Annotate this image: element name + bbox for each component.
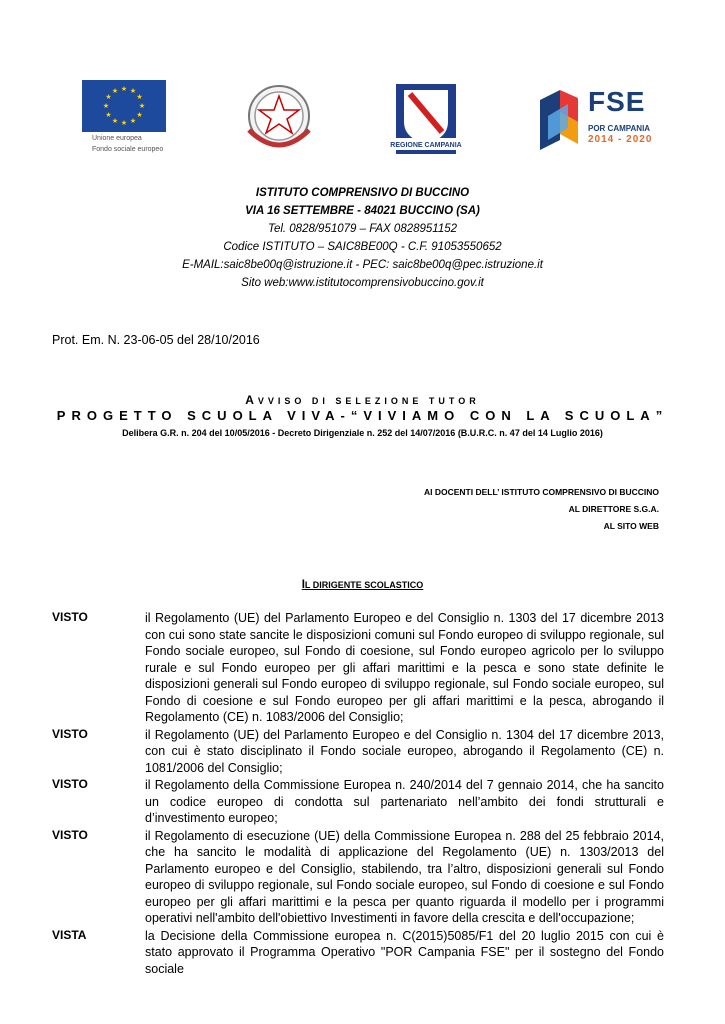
fse-subtitle: POR CAMPANIA — [588, 124, 651, 133]
item-label: VISTA — [52, 927, 87, 942]
eu-flag-icon — [82, 80, 166, 132]
school-address: VIA 16 SETTEMBRE - 84021 BUCCINO (SA) — [245, 205, 480, 217]
svg-text:★: ★ — [120, 119, 128, 127]
school-name: ISTITUTO COMPRENSIVO DI BUCCINO — [255, 187, 470, 199]
item-label: VISTO — [52, 610, 88, 624]
protocol-number: Prot. Em. N. 23-06-05 del 28/10/2016 — [52, 333, 260, 347]
campania-logo-text: REGIONE CAMPANIA — [390, 142, 462, 149]
notice-title-initial: A — [245, 393, 258, 407]
considerations-list — [52, 610, 664, 978]
eu-logo — [82, 80, 166, 158]
fse-title: FSE — [588, 86, 646, 117]
svg-text:★: ★ — [105, 93, 112, 101]
recipient-teachers: AI DOCENTI DELL’ ISTITUTO COMPRENSIVO DI BUCCINO — [423, 487, 659, 497]
notice-title — [0, 393, 725, 407]
item-label: VISTO — [52, 827, 88, 842]
school-email: E-MAIL:saic8be00q@istruzione.it - PEC: saic8be00q@pec.istruzione.it — [182, 259, 543, 271]
item-text: il Regolamento della Commissione Europea n. 240/2014 del 7 gennaio 2014, che ha sancito un codice europeo di condotta sul partenariato nell’ambito dei fondi strutturali e d’investimento europeo; — [145, 778, 664, 825]
item-text: il Regolamento (UE) del Parlamento Europeo e del Consiglio n. 1304 del 17 dicembre 2013, con cui è stato disciplinato il Fondo sociale europeo, abrogando il Regolamento (CE) n. 1081/2006 del Consiglio; — [145, 727, 664, 775]
item-label: VISTO — [52, 726, 88, 741]
svg-text:★: ★ — [111, 87, 119, 95]
school-phone: Tel. 0828/951079 – FAX 0828951152 — [267, 223, 458, 235]
eu-caption-2: Fondo sociale europeo — [92, 146, 164, 153]
svg-text:★: ★ — [111, 117, 119, 125]
fse-logo — [538, 82, 658, 160]
italy-emblem-icon — [240, 80, 318, 160]
svg-text:★: ★ — [129, 87, 137, 95]
notice-title-rest: VVISO DI SELEZIONE TUTOR — [257, 396, 480, 406]
campania-logo — [390, 82, 470, 158]
list-item — [52, 828, 664, 927]
item-text: la Decisione della Commissione europea n. C(2015)5085/F1 del 20 luglio 2015 con cui è stato approvato il Programma Operativo "POR Campania FSE" per il sostegno del Fondo sociale — [145, 928, 664, 976]
logo-bar — [0, 78, 725, 164]
svg-text:★: ★ — [105, 111, 112, 119]
recipient-website: AL SITO WEB — [603, 521, 659, 531]
svg-text:★: ★ — [136, 93, 143, 101]
italy-seal-text: REPUBBLICA ITALIANA — [251, 148, 307, 154]
svg-text:★: ★ — [120, 85, 128, 93]
school-header — [0, 184, 725, 292]
svg-text:★: ★ — [136, 111, 143, 119]
school-website: Sito web:www.istitutocomprensivobuccino.gov.it — [241, 277, 484, 289]
list-item — [52, 727, 664, 777]
fse-years: 2014 - 2020 — [588, 134, 653, 145]
svg-text:★: ★ — [138, 102, 146, 110]
recipient-dsga: AL DIRETTORE S.G.A. — [568, 504, 659, 514]
item-text: il Regolamento di esecuzione (UE) della Commissione Europea n. 288 del 25 febbraio 2014, che ha sancito le modalità di applicazione del Regolamento (UE) n. 1303/2013 del Parlamento europeo e del Consiglio, stabilendo, tra l’altro, disposizioni generali sul Fondo europeo di sviluppo regionale, sul Fondo sociale europeo, sul Fondo di coesione e sul Fondo europeo per gli affari marittimi e la pesca per quanto riguarda il modello per i programmi operativi nell'ambito dell'obiettivo Investimenti in favore della crescita e dell'occupazione; — [145, 828, 664, 925]
eu-caption-1: Unione europea — [92, 135, 142, 142]
dirigente-heading — [0, 579, 725, 591]
list-item — [52, 777, 664, 827]
dirigente-heading-initial: I — [301, 579, 305, 591]
project-title: PROGETTO SCUOLA VIVA-“VIVIAMO CON LA SCUOLA” — [56, 408, 669, 423]
list-item — [52, 610, 664, 726]
item-label: VISTO — [52, 777, 88, 791]
svg-text:★: ★ — [129, 117, 137, 125]
fse-mark-icon — [538, 82, 586, 160]
item-text: il Regolamento (UE) del Parlamento Europeo e del Consiglio n. 1303 del 17 dicembre 2013 con cui sono state sancite le disposizioni comuni sul Fondo europeo di sviluppo regionale, sul Fondo sociale europeo, sul Fondo di coesione, sul Fondo europeo agricolo per lo sviluppo rurale e sul Fondo europeo per gli affari marittimi e la pesca e sono state definite le disposizioni generali sul Fondo europeo di sviluppo regionale, sul Fondo sociale europeo, sul Fondo di coesione e sul Fondo europeo per gli affari marittimi e la pesca, abrogando il Regolamento (CE) n. 1083/2006 del Consiglio; — [145, 611, 664, 724]
school-codes: Codice ISTITUTO – SAIC8BE00Q - C.F. 91053550652 — [223, 241, 502, 253]
svg-text:★: ★ — [102, 102, 110, 110]
delibera-line: Delibera G.R. n. 204 del 10/05/2016 - Decreto Dirigenziale n. 252 del 14/07/2016 (B.U.R.C. n. 47 del 14 Luglio 2016) — [122, 428, 603, 438]
dirigente-heading-rest: L DIRIGENTE SCOLASTICO — [304, 580, 424, 590]
list-item — [52, 928, 664, 978]
